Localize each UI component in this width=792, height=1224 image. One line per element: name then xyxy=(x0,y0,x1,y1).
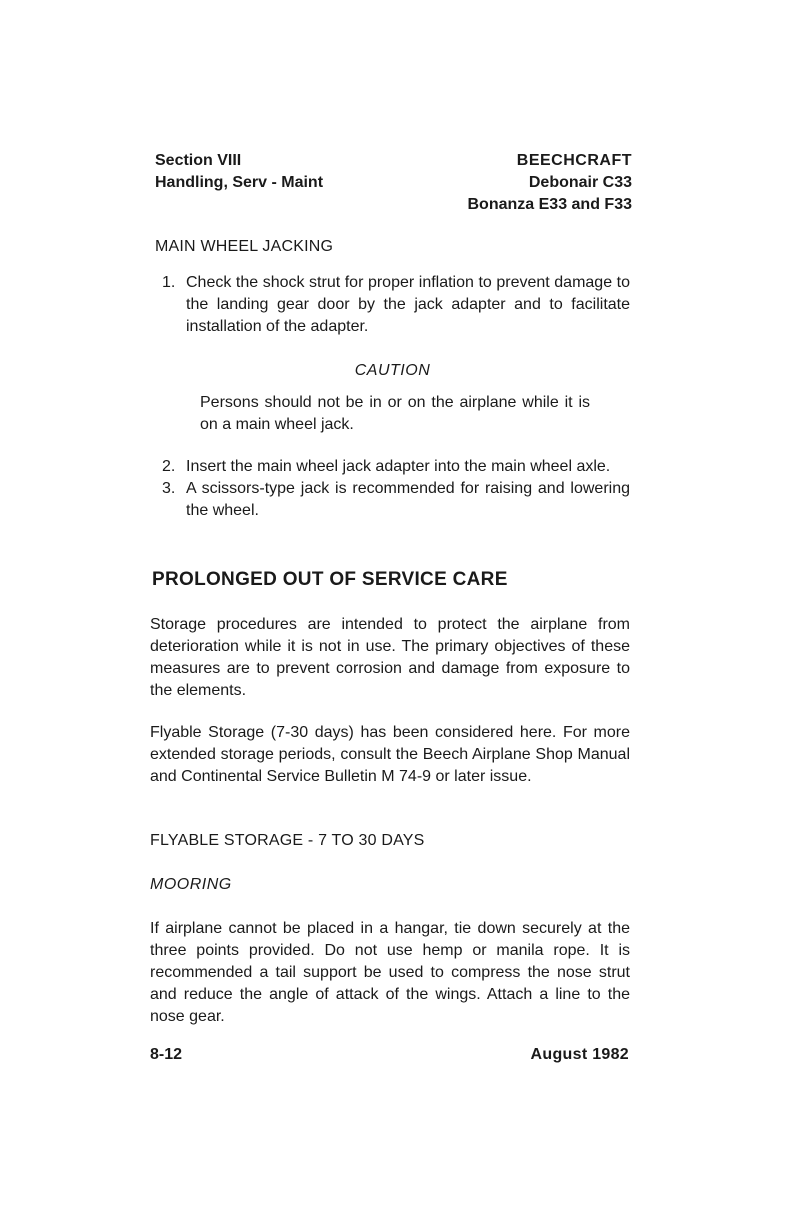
storage-intro-paragraph: Storage procedures are intended to protect the airplane from deterioration while it is not in use. The primary objectives of these measures are to prevent corrosion and damage from exposure to the elements. xyxy=(150,616,630,699)
main-wheel-jacking-heading: MAIN WHEEL JACKING xyxy=(155,238,334,255)
step-number: 3. xyxy=(162,480,176,497)
page-header-right xyxy=(468,150,633,216)
step-number: 2. xyxy=(162,458,176,475)
model-label-1: Debonair C33 xyxy=(528,174,632,191)
caution-text: Persons should not be in or on the airplane while it is on a main wheel jack. xyxy=(200,394,590,433)
mooring-heading: MOORING xyxy=(150,876,232,893)
model-label-2: Bonanza E33 and F33 xyxy=(467,196,632,213)
list-item xyxy=(160,272,630,338)
jacking-steps-list-2 xyxy=(160,456,630,522)
page-date: August 1982 xyxy=(530,1046,629,1063)
step-text: Insert the main wheel jack adapter into the main wheel axle. xyxy=(186,458,611,475)
mooring-paragraph: If airplane cannot be placed in a hangar, tie down securely at the three points provided. Do not use hemp or manila rope. It is recommended a tail support be used to compress the nose strut and reduce the angle of attack of the wings. Attach a line to the nose gear. xyxy=(150,920,630,1025)
page-number: 8-12 xyxy=(150,1046,183,1063)
caution-title: CAUTION xyxy=(354,362,431,379)
page-header-left xyxy=(155,150,323,194)
flyable-storage-heading: FLYABLE STORAGE - 7 TO 30 DAYS xyxy=(150,832,425,849)
step-text: A scissors-type jack is recommended for raising and lowering the wheel. xyxy=(186,480,630,519)
list-item xyxy=(160,478,630,522)
flyable-storage-paragraph: Flyable Storage (7-30 days) has been considered here. For more extended storage periods, consult the Beech Airplane Shop Manual and Continental Service Bulletin M 74-9 or later issue. xyxy=(150,724,630,785)
brand-label: BEECHCRAFT xyxy=(516,152,632,169)
step-text: Check the shock strut for proper inflation to prevent damage to the landing gear door by the jack adapter and to facilitate installation of the adapter. xyxy=(186,274,630,335)
step-number: 1. xyxy=(162,274,176,291)
prolonged-care-heading: PROLONGED OUT OF SERVICE CARE xyxy=(152,569,508,590)
subsection-label: Handling, Serv - Maint xyxy=(155,174,324,191)
jacking-steps-list-1 xyxy=(160,272,630,338)
section-label: Section VIII xyxy=(155,152,242,169)
list-item xyxy=(160,456,630,478)
